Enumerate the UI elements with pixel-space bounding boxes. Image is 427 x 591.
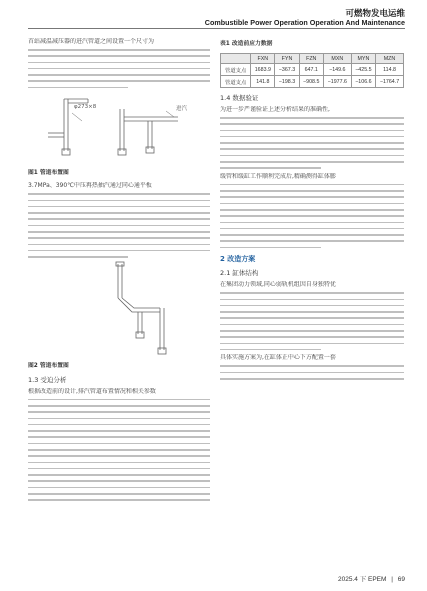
table-header-cell: MYN xyxy=(351,54,375,64)
running-header-title: 可燃物发电运维 xyxy=(345,9,405,19)
paragraph-6-body xyxy=(220,292,404,350)
table-cell: 141.8 xyxy=(251,76,275,88)
table-cell: −1977.6 xyxy=(323,76,351,88)
table-cell: −367.3 xyxy=(275,64,299,76)
paragraph-7-body xyxy=(220,365,404,379)
footer-separator: | xyxy=(391,576,393,583)
paragraph-2-body xyxy=(28,193,210,257)
right-column xyxy=(220,38,404,380)
fig1-branch-label: 进汽 xyxy=(176,106,188,113)
table-header-cell xyxy=(221,54,251,64)
table-cell: 647.1 xyxy=(299,64,323,76)
table-header-cell: MZN xyxy=(376,54,404,64)
fig1-dim-label: φ273×8 xyxy=(74,104,97,111)
table-cell: −1764.7 xyxy=(376,76,404,88)
footer-issue: 2025.4 xyxy=(338,576,358,583)
table-cell: −198.3 xyxy=(275,76,299,88)
paragraph-5-lead: 缓管和缓缸工作顺利完成后,精确测得缸体膨 xyxy=(220,172,336,180)
table-cell: 1683.9 xyxy=(251,64,275,76)
table-cell: 管道支点 xyxy=(221,64,251,76)
section-1-4-heading: 1.4 数据验证 xyxy=(220,94,259,102)
figure-1-caption: 图1 管道布置图 xyxy=(28,170,69,177)
figure-2-pipe-layout xyxy=(28,260,210,356)
footer-journal: 下 EPEM xyxy=(359,576,387,583)
paragraph-6-lead: 在集团动力领域,同心弱轨机组因自身独特优 xyxy=(220,281,336,289)
table-header-row xyxy=(221,54,404,64)
table-header-cell: FZN xyxy=(299,54,323,64)
section-2-heading: 2 改造方案 xyxy=(220,255,256,264)
table-cell: −908.5 xyxy=(299,76,323,88)
figure-2-caption: 图2 管道布置图 xyxy=(28,362,69,369)
figure-1-pipe-layout xyxy=(28,91,210,163)
footer-page-number: 69 xyxy=(397,576,405,583)
paragraph-3-body xyxy=(28,399,210,501)
page-footer xyxy=(338,574,405,583)
table-1-caption: 表1 改造前应力数据 xyxy=(220,41,273,47)
table-header-cell: MXN xyxy=(323,54,351,64)
section-2-1-heading: 2.1 缸体结构 xyxy=(220,269,259,278)
paragraph-4-lead: 为进一步严谨验证上述分析结果的准确性, xyxy=(220,106,330,113)
stress-table xyxy=(220,53,404,88)
figure-1-drawing xyxy=(28,91,210,163)
table-header-cell: FYN xyxy=(275,54,299,64)
table-cell: −149.6 xyxy=(323,64,351,76)
table-cell: −106.6 xyxy=(351,76,375,88)
figure-2-drawing xyxy=(28,260,210,356)
table-row xyxy=(221,64,404,76)
table-cell: 管道支点 xyxy=(221,76,251,88)
paragraph-1-body xyxy=(28,49,210,88)
table-header-cell: FXN xyxy=(251,54,275,64)
paragraph-7-lead: 具体实施方案为,在缸体正中心下方配置一套 xyxy=(220,354,336,362)
paragraph-2-lead: 3.7MPa、390℃中压再热抽汽通过同心通平板 xyxy=(28,182,152,190)
paragraph-4-body xyxy=(220,117,404,169)
header-rule xyxy=(28,28,405,29)
paragraph-3-lead: 根据改造前的设计,排汽管道布置情况和相关参数 xyxy=(28,387,156,395)
paragraph-5-body xyxy=(220,184,404,248)
table-row xyxy=(221,76,404,88)
paragraph-1-lead: 首站减温减压器的进汽管道之间设置一个尺寸为 xyxy=(28,38,155,45)
left-column xyxy=(28,38,210,501)
running-header-subtitle: Combustible Power Operation Operation And Maintenance xyxy=(204,18,405,27)
table-cell: −425.5 xyxy=(351,64,375,76)
section-1-3-heading: 1.3 受迫分析 xyxy=(28,375,67,384)
table-cell: 114.8 xyxy=(376,64,404,76)
